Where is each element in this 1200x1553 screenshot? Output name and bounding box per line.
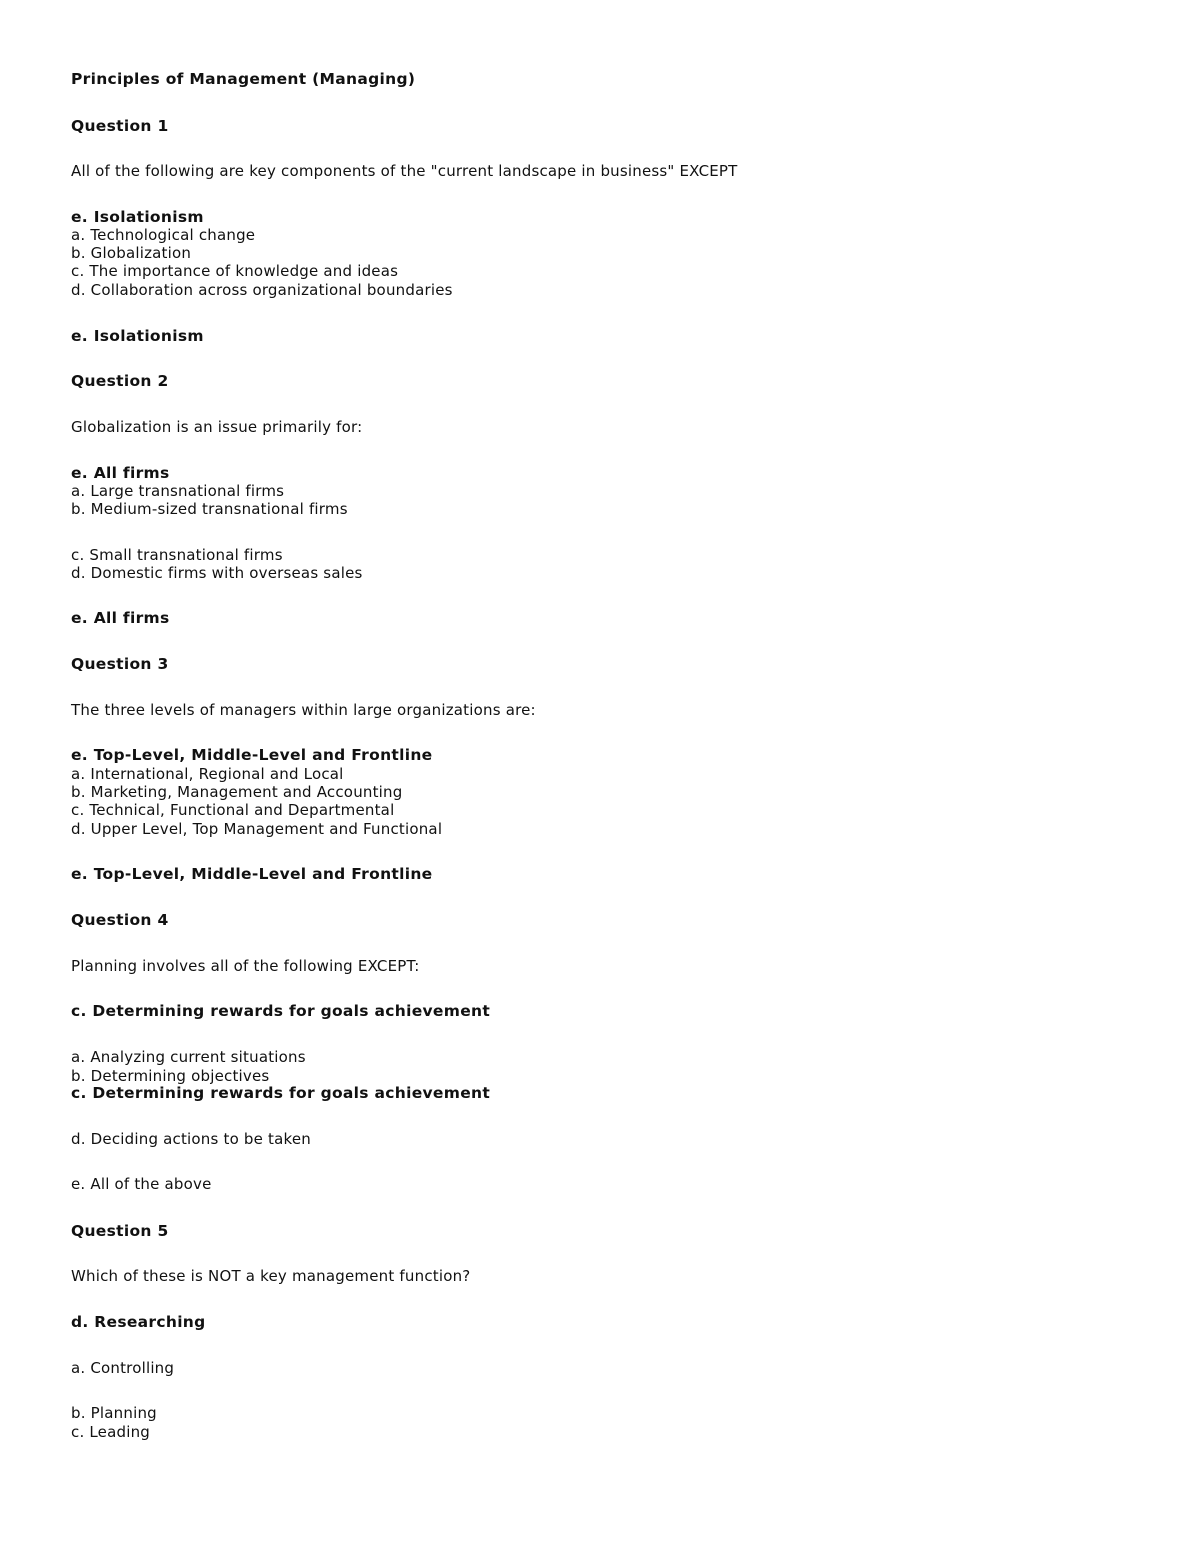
question-3-heading: Question 3 [71, 655, 169, 673]
question-3-prompt: The three levels of managers within large organizations are: [71, 701, 536, 719]
question-3-marked-answer: e. Top-Level, Middle-Level and Frontline [71, 746, 433, 764]
question-5-option-c: c. Leading [71, 1423, 151, 1441]
question-2-option-a: a. Large transnational firms [71, 482, 285, 500]
question-4-option-c: c. Determining rewards for goals achievement [71, 1084, 491, 1102]
question-1-option-c: c. The importance of knowledge and ideas [71, 262, 399, 280]
question-3-option-b: b. Marketing, Management and Accounting [71, 783, 403, 801]
question-1-heading: Question 1 [71, 117, 169, 135]
question-2-marked-answer: e. All firms [71, 464, 170, 482]
question-2-option-d: d. Domestic firms with overseas sales [71, 564, 363, 582]
question-4-marked-answer: c. Determining rewards for goals achievement [71, 1002, 491, 1020]
question-3-answer: e. Top-Level, Middle-Level and Frontline [71, 865, 433, 883]
question-3-option-c: c. Technical, Functional and Departmental [71, 801, 395, 819]
question-4-option-e: e. All of the above [71, 1175, 212, 1193]
question-5-heading: Question 5 [71, 1222, 169, 1240]
document-title: Principles of Management (Managing) [71, 70, 416, 88]
question-1-option-b: b. Globalization [71, 244, 192, 262]
question-2-option-b: b. Medium-sized transnational firms [71, 500, 348, 518]
question-4-heading: Question 4 [71, 911, 169, 929]
question-5-option-b: b. Planning [71, 1404, 157, 1422]
question-5-prompt: Which of these is NOT a key management function? [71, 1267, 471, 1285]
question-4-prompt: Planning involves all of the following EXCEPT: [71, 957, 420, 975]
question-4-option-a: a. Analyzing current situations [71, 1048, 306, 1066]
question-2-heading: Question 2 [71, 372, 169, 390]
question-3-option-d: d. Upper Level, Top Management and Functional [71, 820, 443, 838]
question-1-answer: e. Isolationism [71, 327, 204, 345]
question-2-answer: e. All firms [71, 609, 170, 627]
question-4-option-d: d. Deciding actions to be taken [71, 1130, 311, 1148]
question-4-option-b: b. Determining objectives [71, 1067, 270, 1085]
question-5-marked-answer: d. Researching [71, 1313, 206, 1331]
question-2-prompt: Globalization is an issue primarily for: [71, 418, 363, 436]
question-3-option-a: a. International, Regional and Local [71, 765, 344, 783]
question-1-marked-answer: e. Isolationism [71, 208, 204, 226]
question-5-option-a: a. Controlling [71, 1359, 175, 1377]
question-1-option-d: d. Collaboration across organizational boundaries [71, 281, 453, 299]
question-2-option-c: c. Small transnational firms [71, 546, 283, 564]
question-1-option-a: a. Technological change [71, 226, 256, 244]
question-1-prompt: All of the following are key components of the "current landscape in business" EXCEPT [71, 162, 738, 180]
